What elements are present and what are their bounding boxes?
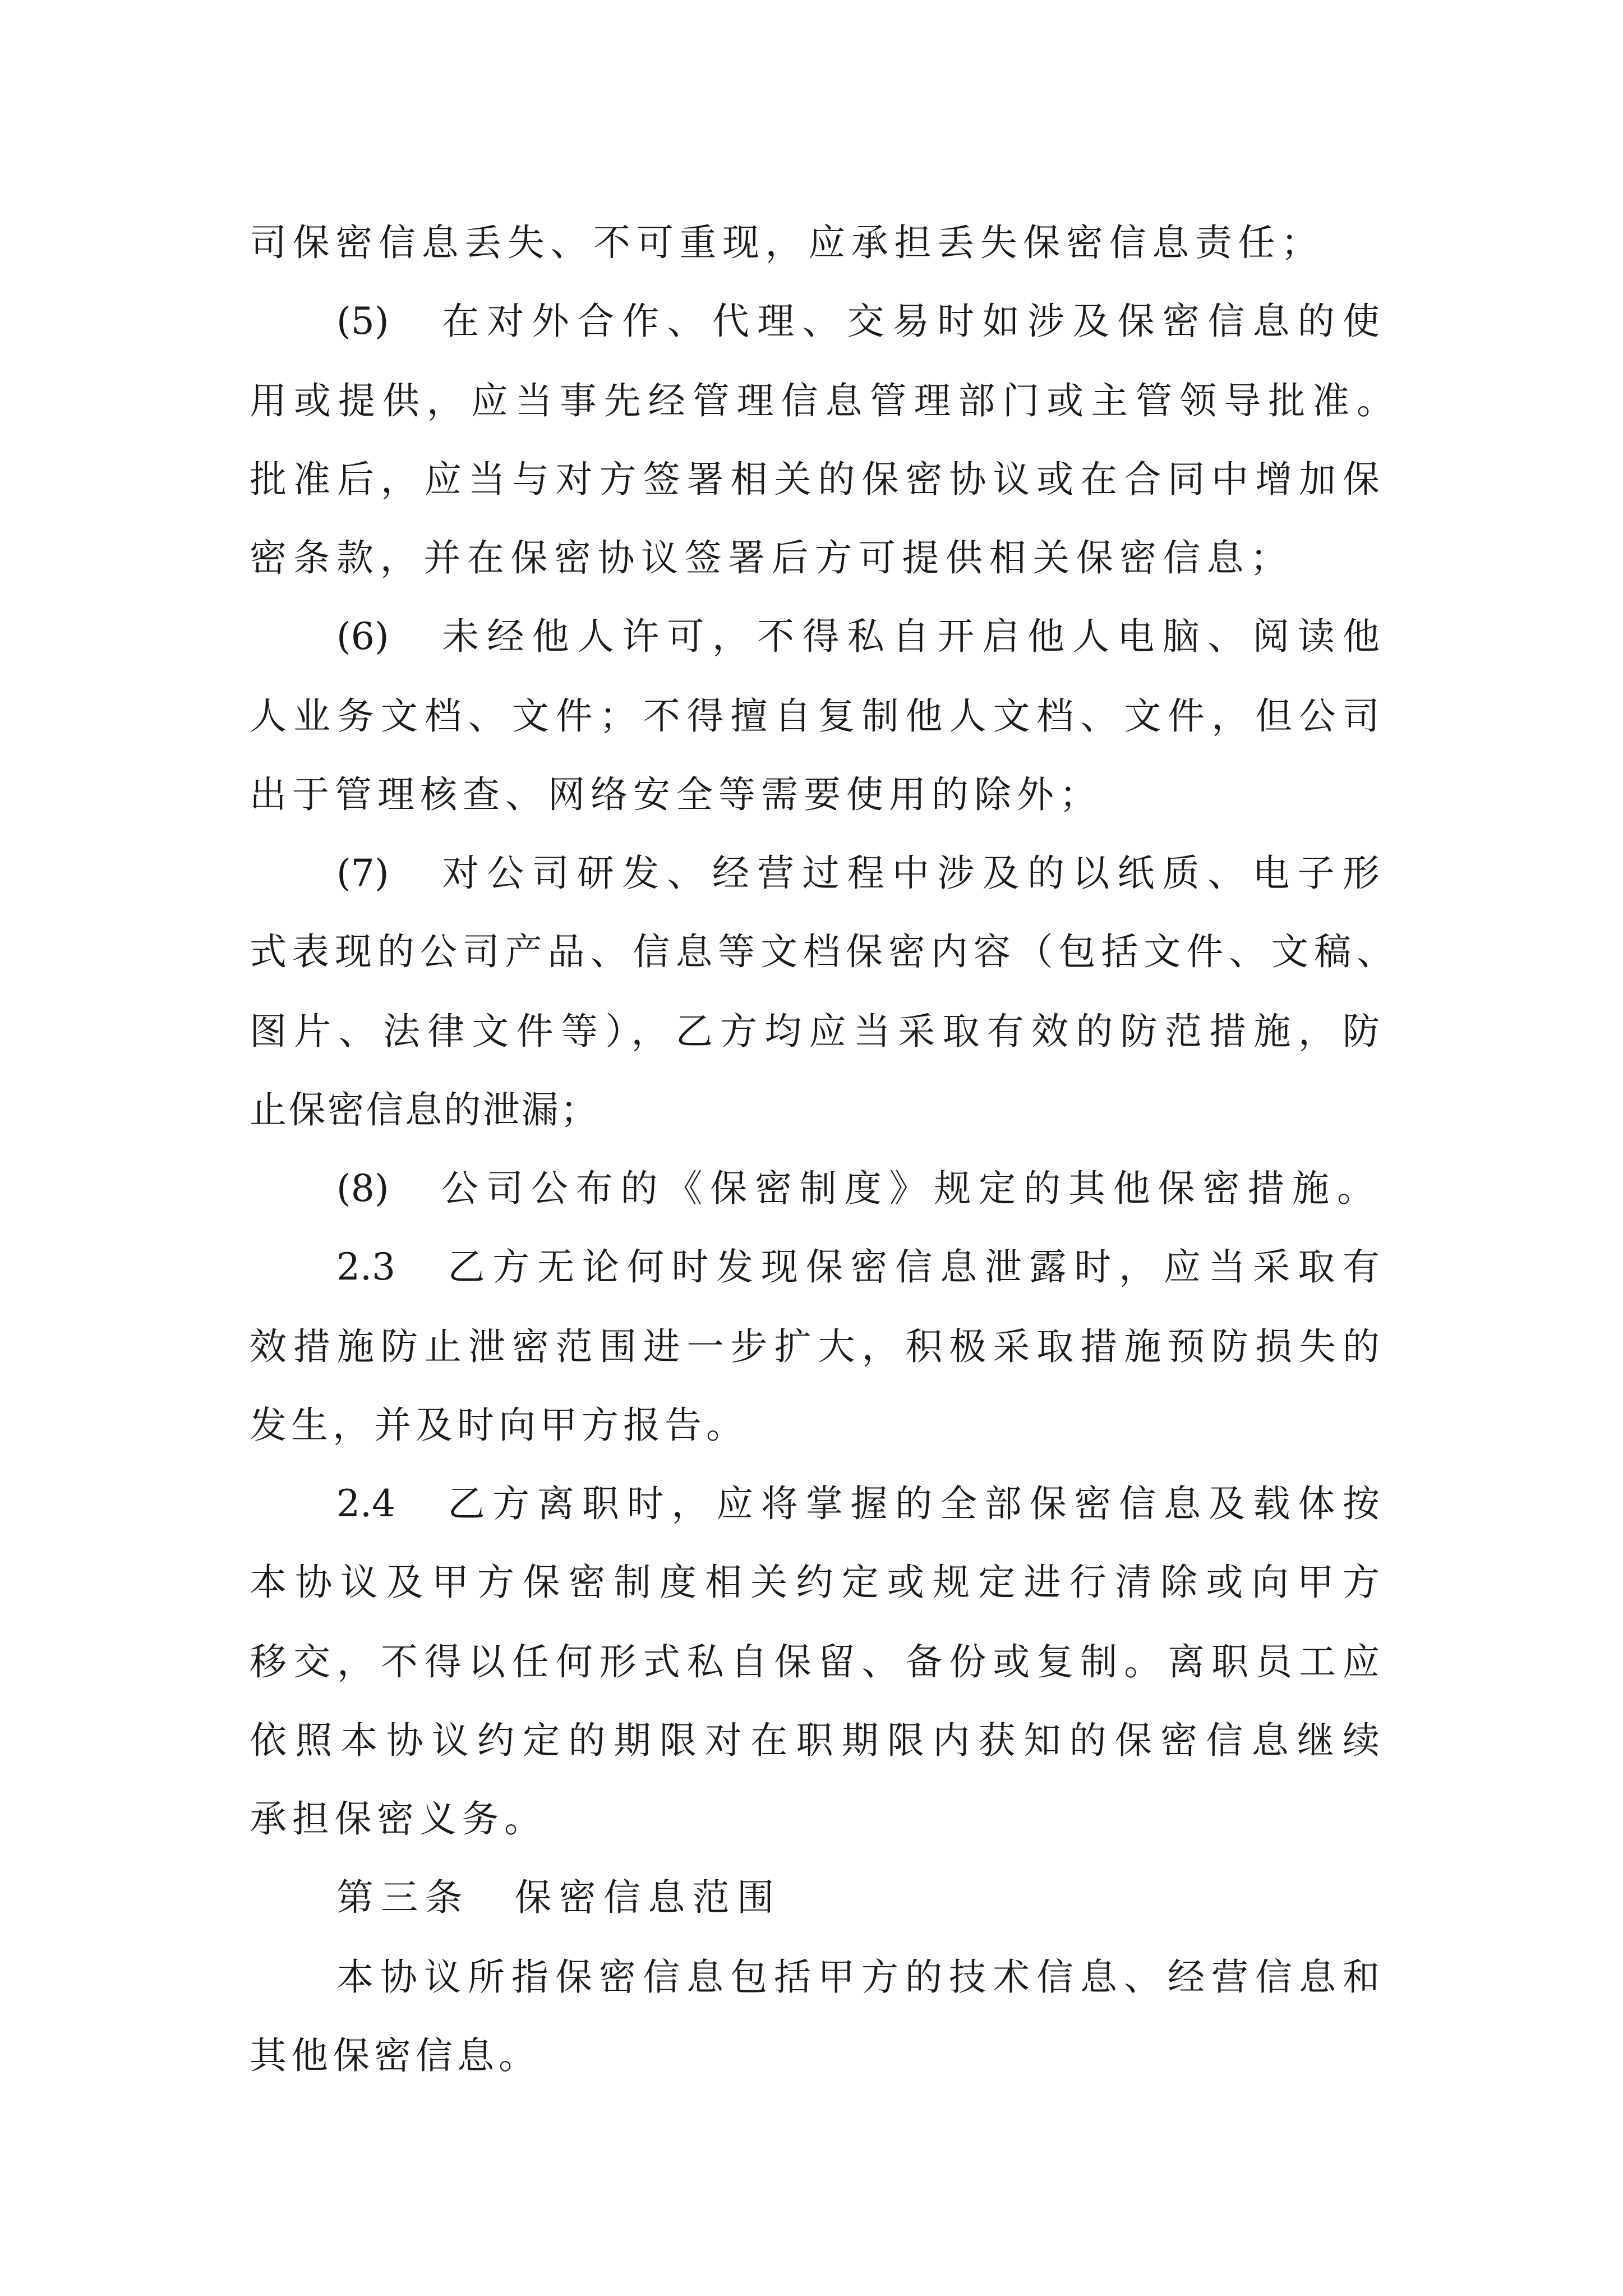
text-line: 其他保密信息。	[250, 2034, 536, 2077]
text-line: 效措施防止泄密范围进一步扩大，积极采取措施预防损失的	[250, 1325, 1380, 1368]
text-line: (7) 对公司研发、经营过程中涉及的以纸质、电子形	[336, 852, 1380, 895]
text-line: (6) 未经他人许可，不得私自开启他人电脑、阅读他	[336, 615, 1380, 658]
text-line: 本协议所指保密信息包括甲方的技术信息、经营信息和	[336, 1955, 1380, 1999]
text-line: 批准后，应当与对方签署相关的保密协议或在合同中增加保	[250, 458, 1380, 501]
text-line: 本协议及甲方保密制度相关约定或规定进行清除或向甲方	[250, 1561, 1380, 1604]
text-line: 2.4 乙方离职时，应将掌握的全部保密信息及载体按	[336, 1482, 1380, 1525]
text-line: 用或提供，应当事先经管理信息管理部门或主管领导批准。	[250, 379, 1394, 422]
text-line: 发生，并及时向甲方报告。	[250, 1404, 743, 1447]
text-line: 式表现的公司产品、信息等文档保密内容（包括文件、文稿、	[250, 930, 1394, 973]
text-line: (5) 在对外合作、代理、交易时如涉及保密信息的使	[336, 300, 1380, 343]
text-line: 图片、法律文件等），乙方均应当采取有效的防范措施，防	[250, 1010, 1380, 1053]
text-line: 止保密信息的泄漏；	[250, 1088, 597, 1131]
text-line: 密条款，并在保密协议签署后方可提供相关保密信息；	[250, 536, 1287, 579]
text-line: 人业务文档、文件；不得擅自复制他人文档、文件，但公司	[250, 694, 1380, 738]
text-line: (8) 公司公布的《保密制度》规定的其他保密措施。	[336, 1167, 1374, 1210]
text-line: 依照本协议约定的期限对在职期限内获知的保密信息继续	[250, 1719, 1380, 1762]
text-line: 承担保密义务。	[250, 1797, 541, 1841]
text-line: 移交，不得以任何形式私自保留、备份或复制。离职员工应	[250, 1640, 1380, 1683]
text-line: 司保密信息丢失、不可重现，应承担丢失保密信息责任；	[250, 221, 1318, 264]
text-line: 出于管理核查、网络安全等需要使用的除外；	[250, 773, 1096, 816]
section-heading: 第三条 保密信息范围	[336, 1876, 774, 1919]
text-line: 2.3 乙方无论何时发现保密信息泄露时，应当采取有	[336, 1245, 1380, 1289]
